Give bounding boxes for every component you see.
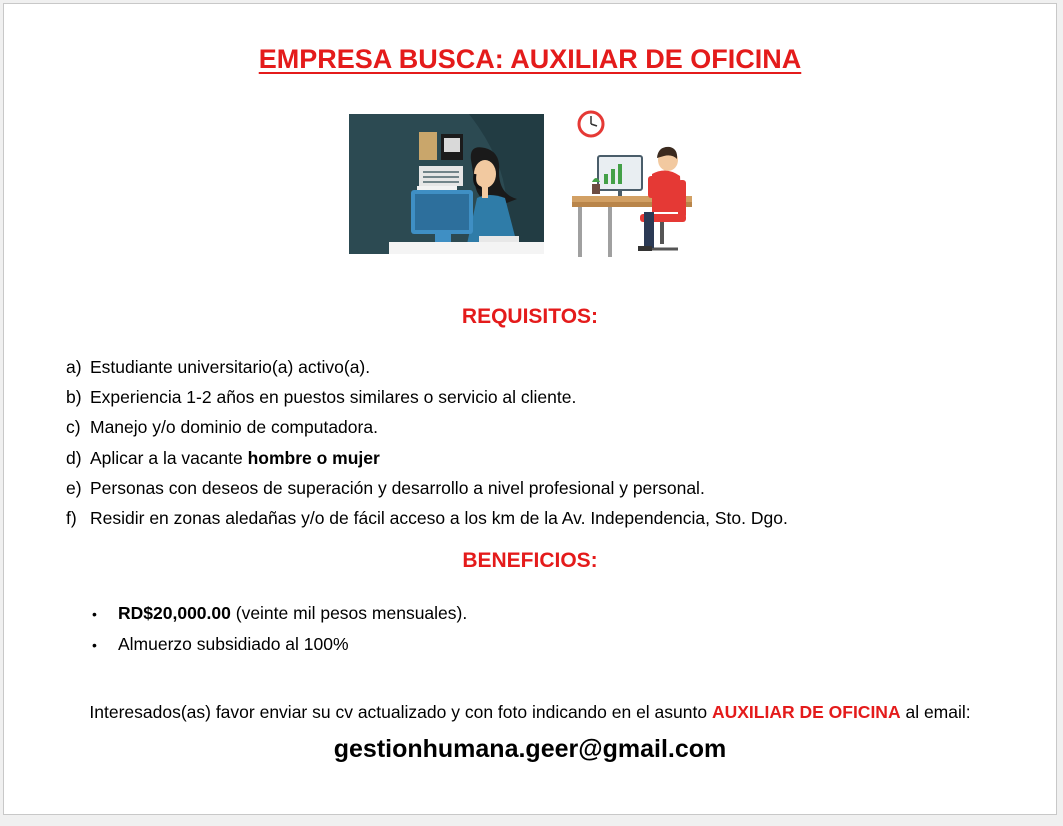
list-item-letter: d) (66, 447, 82, 468)
list-item-text: (veinte mil pesos mensuales). (230, 603, 468, 623)
contact-email: gestionhumana.geer@gmail.com (333, 735, 727, 763)
list-item-bold-text: RD$20,000.00 (118, 603, 231, 623)
document-page (3, 3, 1057, 815)
list-item-text: Residir en zonas aledañas y/o de fácil acceso a los km de la Av. Independencia, Sto. Dgo. (90, 507, 788, 528)
page-title: EMPRESA BUSCA: AUXILIAR DE OFICINA (258, 44, 802, 74)
list-item-text: Almuerzo subsidiado al 100% (118, 634, 349, 654)
requisitos-heading: REQUISITOS: (461, 305, 599, 328)
list-item-text: Aplicar a la vacante (90, 447, 248, 468)
contact-highlight: AUXILIAR DE OFICINA (711, 702, 901, 722)
list-item-text: Experiencia 1-2 años en puestos similares o servicio al cliente. (90, 387, 577, 408)
list-item (66, 352, 788, 382)
beneficios-list (92, 598, 467, 660)
list-item (66, 382, 788, 412)
list-item (66, 473, 788, 503)
bullet-icon: • (92, 606, 97, 622)
list-item-bold-text: hombre o mujer (247, 447, 380, 468)
list-item-letter: e) (66, 477, 82, 498)
requisitos-list (66, 352, 788, 533)
list-item-text: Personas con deseos de superación y desarrollo a nivel profesional y personal. (90, 477, 705, 498)
list-item-letter: b) (66, 387, 82, 408)
list-item (66, 412, 788, 442)
list-item (92, 629, 467, 660)
list-item-letter: c) (66, 417, 81, 438)
list-item (92, 598, 467, 629)
list-item-letter: f) (66, 507, 77, 528)
list-item (66, 503, 788, 533)
man-at-desk-illustration (556, 104, 716, 269)
contact-prefix: Interesados(as) favor enviar su cv actualizado y con foto indicando en el asunto (89, 702, 712, 722)
woman-at-computer-illustration (349, 114, 544, 254)
list-item-text: Estudiante universitario(a) activo(a). (90, 357, 371, 377)
list-item (66, 443, 788, 473)
list-item-text: Manejo y/o dominio de computadora. (90, 417, 378, 438)
contact-suffix: al email: (900, 702, 971, 722)
beneficios-heading: BENEFICIOS: (462, 549, 598, 572)
bullet-icon: • (92, 637, 97, 653)
list-item-letter: a) (66, 357, 82, 377)
contact-instructions (4, 702, 1056, 723)
